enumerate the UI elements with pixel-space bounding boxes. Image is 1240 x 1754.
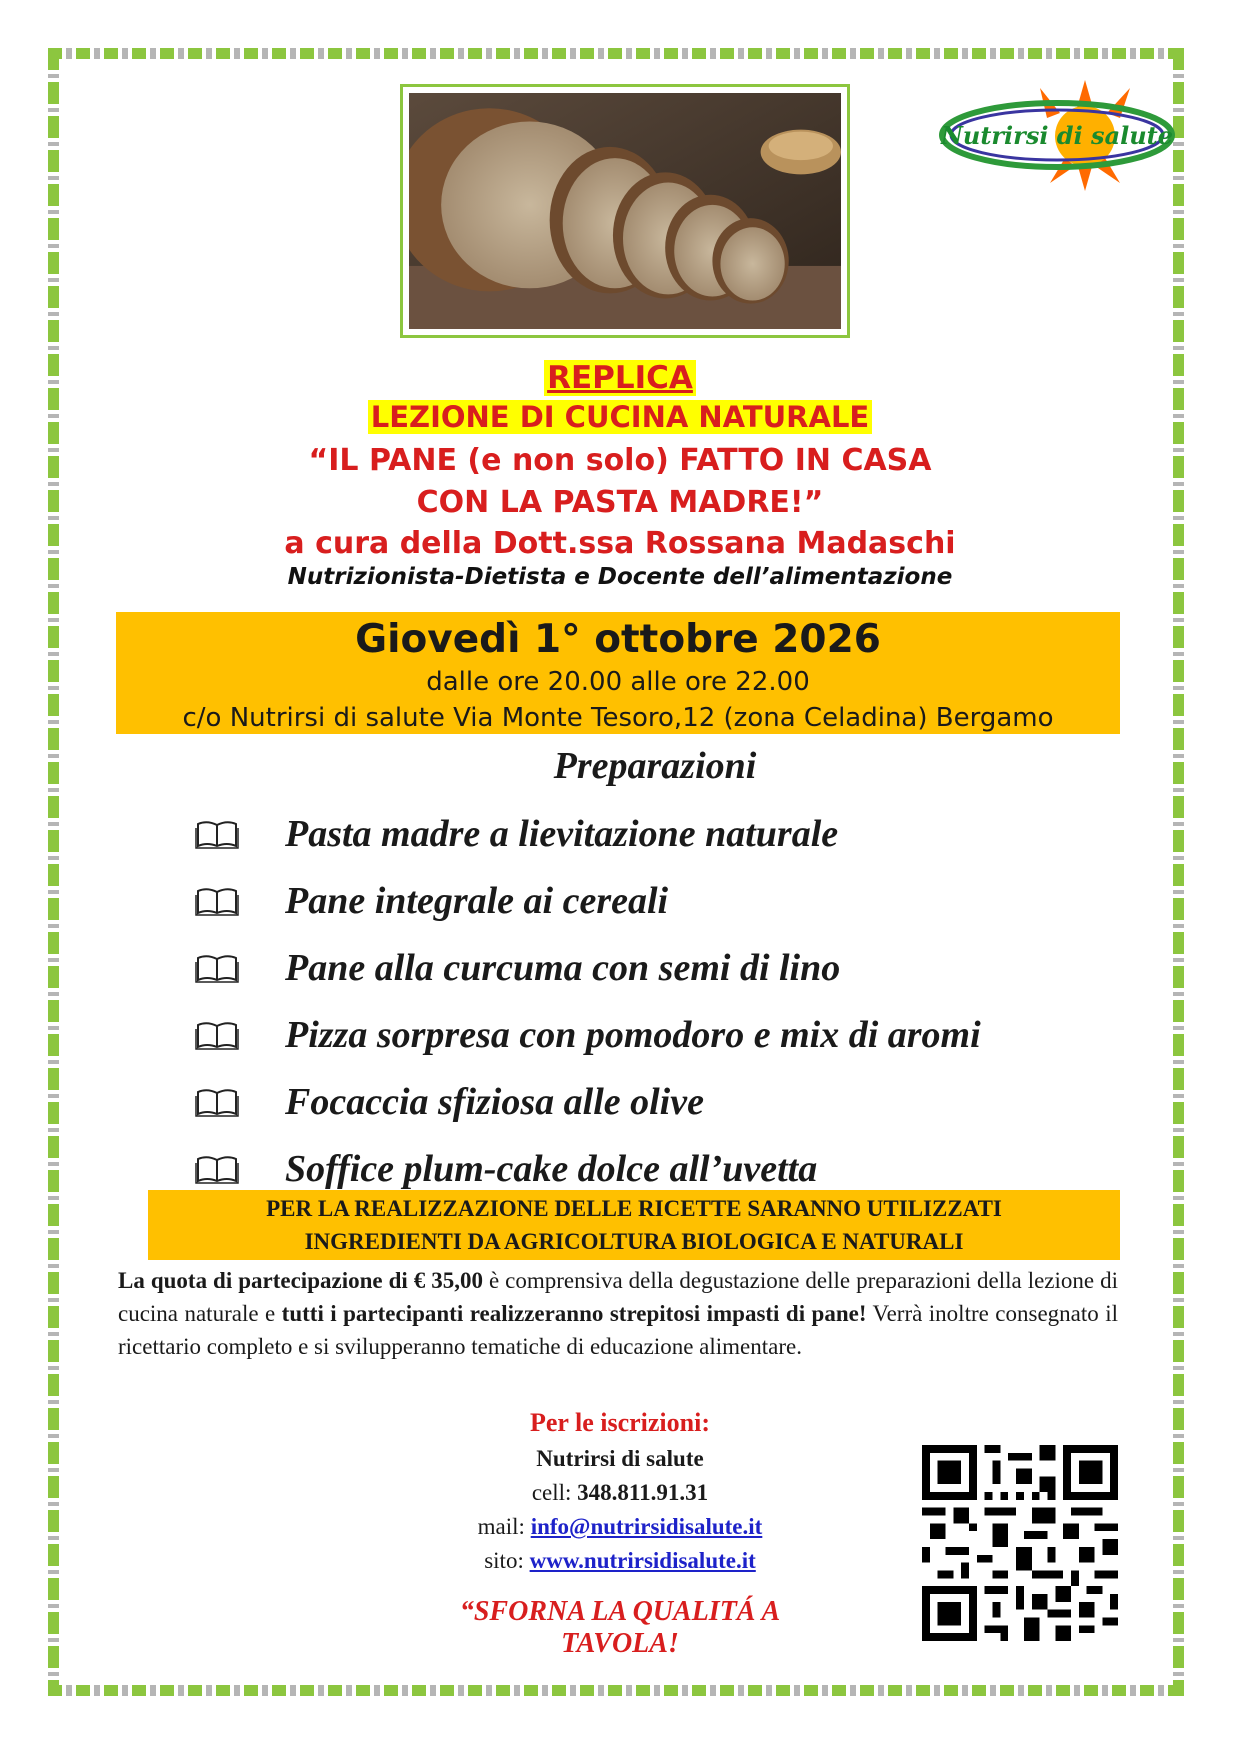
contact-site: sito: www.nutrirsidisalute.it [484, 1548, 756, 1573]
list-item [195, 867, 1135, 934]
participants-text: tutti i partecipanti realizzeranno strepitosi impasti di pane! [281, 1301, 867, 1326]
contact-mail: mail: info@nutrirsidisalute.it [477, 1514, 763, 1539]
email-link[interactable]: info@nutrirsidisalute.it [530, 1514, 763, 1539]
list-item [195, 934, 1135, 1001]
event-date: Giovedì 1° ottobre 2026 [355, 617, 881, 662]
bio-notice-line-2: INGREDIENTI DA AGRICOLTURA BIOLOGICA E NATURALI [304, 1229, 964, 1254]
lesson-title-line-1: “IL PANE (e non solo) FATTO IN CASA [308, 443, 932, 478]
open-book-icon [195, 819, 285, 849]
open-book-icon [195, 886, 285, 916]
contact-name: Nutrirsi di salute [536, 1446, 704, 1471]
lesson-heading: LEZIONE DI CUCINA NATURALE [60, 400, 1180, 434]
recipe-name: Pane integrale ai cereali [285, 879, 669, 922]
list-item [195, 1068, 1135, 1135]
recipe-name: Soffice plum-cake dolce all’uvetta [285, 1147, 818, 1190]
description [118, 1264, 1118, 1363]
border-top [48, 48, 1184, 59]
author-role: Nutrizionista-Dietista e Docente dell’alimentazione [287, 564, 953, 590]
event-place: c/o Nutrirsi di salute Via Monte Tesoro,12 (zona Celadina) Bergamo [182, 703, 1054, 733]
open-book-icon [195, 1020, 285, 1050]
recipe-name: Pasta madre a lievitazione naturale [285, 812, 839, 855]
contact-cell: cell: 348.811.91.31 [531, 1480, 709, 1505]
motto: “SFORNA LA QUALITÁ A TAVOLA! [459, 1596, 781, 1659]
border-left [48, 48, 59, 1696]
event-info-box [116, 612, 1120, 734]
open-book-icon [195, 953, 285, 983]
recipe-name: Pizza sorpresa con pomodoro e mix di aromi [285, 1013, 981, 1056]
list-item [195, 1001, 1135, 1068]
qr-code[interactable] [922, 1443, 1118, 1643]
replica-heading: REPLICA [60, 360, 1180, 396]
website-link[interactable]: www.nutrirsidisalute.it [529, 1548, 756, 1573]
preparations-title: Preparazioni [553, 745, 757, 787]
description-text-end: Verrà inoltre consegnato il ricettario completo e si svilupperanno tematiche di educazione alimentare. [118, 1301, 1118, 1359]
recipe-name: Focaccia sfiziosa alle olive [285, 1080, 704, 1123]
event-time: dalle ore 20.00 alle ore 22.00 [426, 667, 810, 697]
logo-text: Nutrirsi di salute [940, 121, 1174, 150]
open-book-icon [195, 1087, 285, 1117]
border-right [1173, 48, 1184, 1696]
recipe-list [195, 800, 1135, 1202]
list-item [195, 800, 1135, 867]
open-book-icon [195, 1154, 285, 1184]
lesson-title-line-2: CON LA PASTA MADRE!” [416, 485, 824, 520]
cell-number: 348.811.91.31 [577, 1480, 709, 1505]
bread-photo [400, 84, 850, 338]
nutrirsi-logo [935, 78, 1180, 193]
author-line: a cura della Dott.ssa Rossana Madaschi [284, 526, 956, 561]
fee-text: La quota di partecipazione di € 35,00 [118, 1268, 483, 1293]
recipe-name: Pane alla curcuma con semi di lino [285, 946, 841, 989]
registration-title: Per le iscrizioni: [529, 1408, 710, 1437]
description-text: è comprensiva della degustazione delle preparazioni della lezione di cucina naturale e [118, 1268, 1118, 1326]
bio-notice-line-1: PER LA REALIZZAZIONE DELLE RICETTE SARANNO UTILIZZATI [266, 1196, 1002, 1221]
bio-notice [148, 1190, 1120, 1260]
border-bottom [48, 1685, 1184, 1696]
